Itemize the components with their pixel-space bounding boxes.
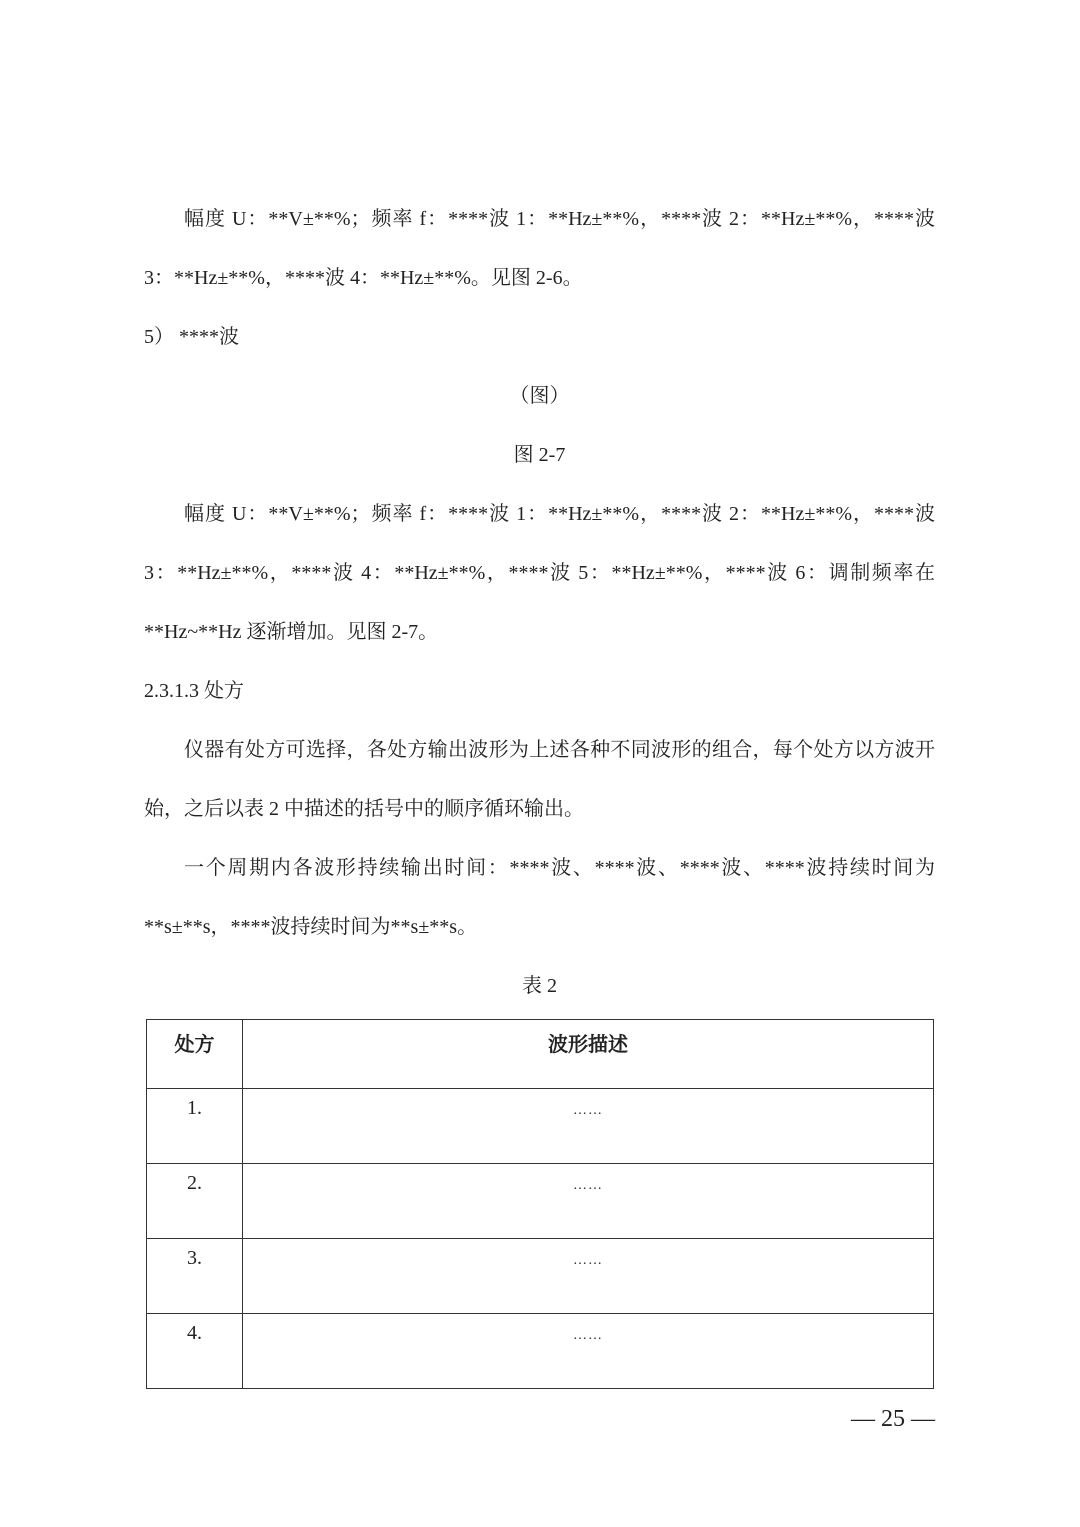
cell-prescription: 2. [147,1164,243,1239]
cell-description: …… [243,1314,934,1389]
page-number: — 25 — [851,1406,935,1432]
table-row [147,1239,934,1314]
cell-prescription: 3. [147,1239,243,1314]
table-caption: 表 2 [522,975,557,997]
table-row [147,1314,934,1389]
section-heading: 2.3.1.3 处方 [144,680,244,702]
table-row [147,1089,934,1164]
cell-prescription: 1. [147,1089,243,1164]
list-item-5: 5） ****波 [144,326,239,348]
paragraph-duration: 一个周期内各波形持续输出时间：****波、****波、****波、****波持续时间为**s±**s，****波持续时间为**s±**s。 [144,857,935,938]
header-prescription: 处方 [147,1020,243,1089]
cell-description: …… [243,1164,934,1239]
header-waveform-description: 波形描述 [243,1020,934,1089]
cell-description: …… [243,1089,934,1164]
prescription-table [146,1019,934,1389]
paragraph-prescription: 仪器有处方可选择，各处方输出波形为上述各种不同波形的组合，每个处方以方波开始，之后以表 2 中描述的括号中的顺序循环输出。 [144,739,935,820]
cell-prescription: 4. [147,1314,243,1389]
figure-caption: 图 2-7 [513,444,566,466]
paragraph-amplitude-frequency-2: 幅度 U：**V±**%；频率 f：****波 1：**Hz±**%，****波 2：**Hz±**%，****波 3：**Hz±**%，****波 4：**Hz±**%，****波 5：**Hz±**%，****波 6：调制频率在**Hz~**Hz 逐渐增加。见图 2-7。 [144,503,935,643]
table-row [147,1164,934,1239]
table-header-row [147,1020,934,1089]
paragraph-amplitude-frequency-1: 幅度 U：**V±**%；频率 f：****波 1：**Hz±**%，****波 2：**Hz±**%，****波 3：**Hz±**%，****波 4：**Hz±**%。见图 2-6。 [144,208,935,289]
figure-placeholder: （图） [509,385,570,407]
document-body [144,190,935,1016]
cell-description: …… [243,1239,934,1314]
